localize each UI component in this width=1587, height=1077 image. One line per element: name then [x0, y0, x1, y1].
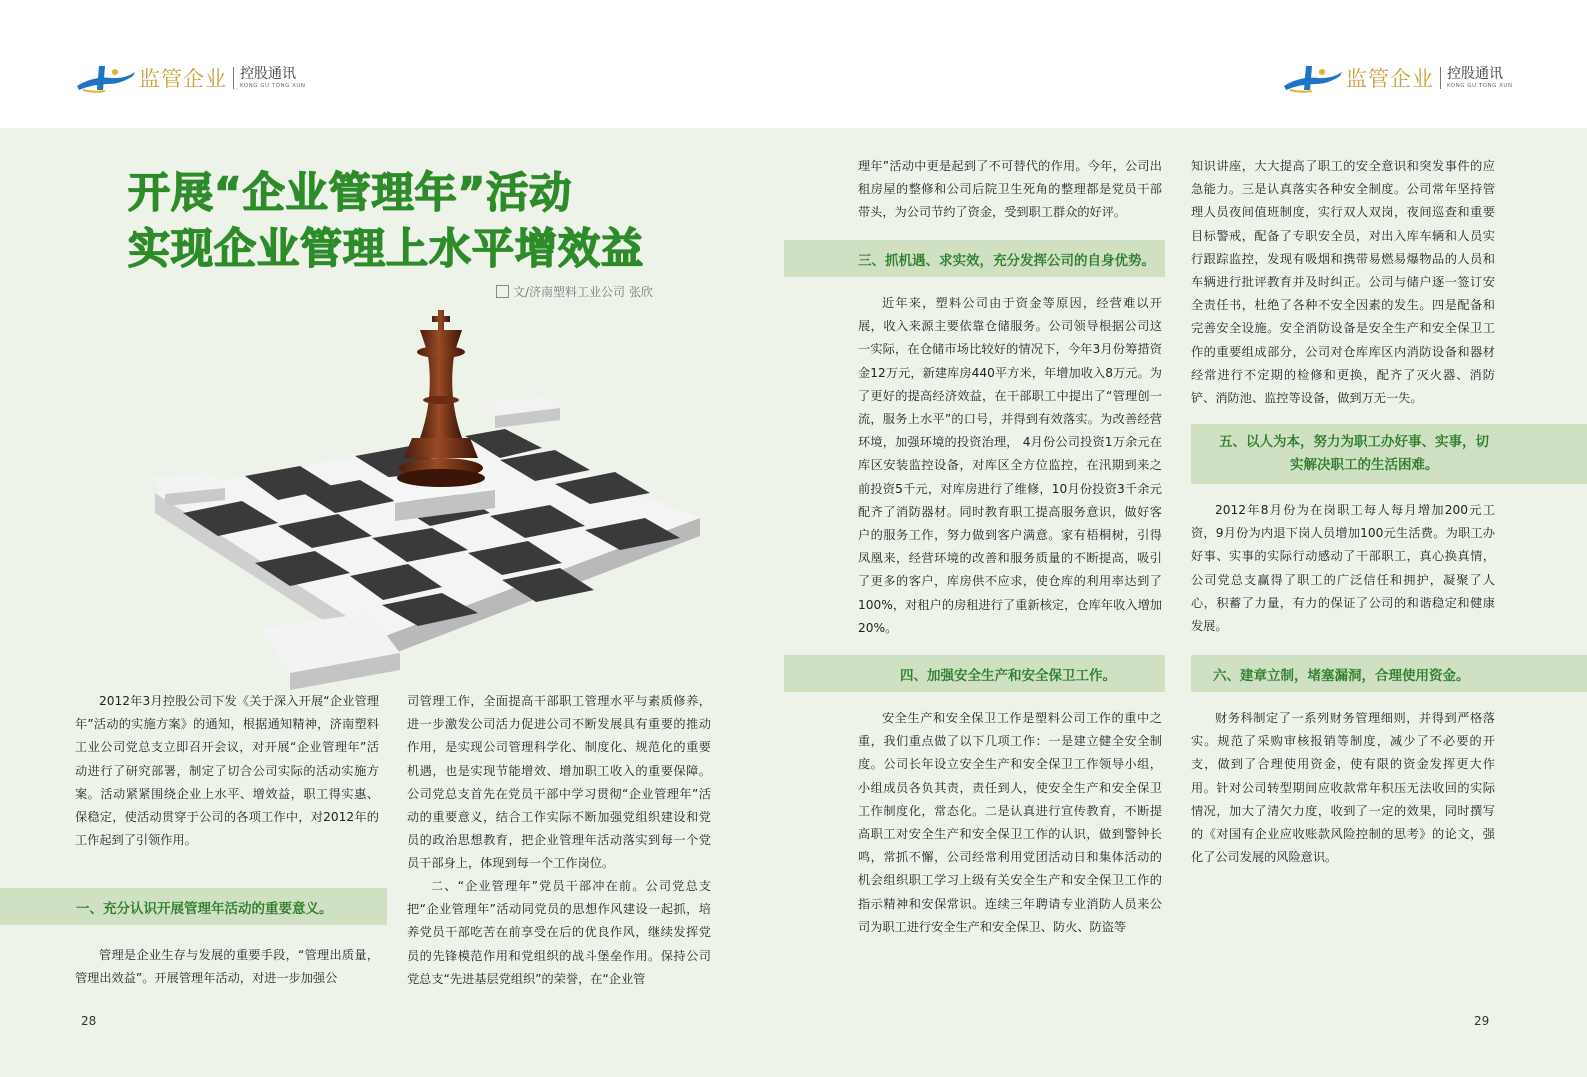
article-title-line1: 开展“企业管理年”活动: [128, 168, 573, 217]
col2-paragraph-2: 二、“企业管理年”党员干部冲在前。公司党总支把“企业管理年”活动同党员的思想作风建设一起抓，培养党员干部吃苦在前享受在后的优良作风，继续发挥党员的先锋模范作用和党组织的战斗堡垒作用。保持公司党总支“先进基层党组织”的荣誉，在“企业管: [407, 879, 711, 986]
magazine-logo-right: [1282, 58, 1513, 98]
section-heading-bar: [1191, 424, 1587, 484]
logo-sub-en: KONG GU TONG XUN: [240, 83, 306, 89]
right-col2-paragraph-0: 知识讲座，大大提高了职工的安全意识和突发事件的应急能力。三是认真落实各种安全制度。公司常年坚持管理人员夜间值班制度，实行双人双岗，夜间巡查和重要目标警戒，配备了专职安全员，对出入库车辆和人员实行跟踪监控，发现有吸烟和携带易燃易爆物品的人员和车辆进行批评教育并及时纠正。公司与储户逐一签订安全责任书，杜绝了各种不安全因素的发生。四是配备和完善安全设施。安全消防设备是安全生产和安全保卫工作的重要组成部分，公司对仓库库区内消防设备和器材经常进行不定期的检修和更换，配齐了灭火器、消防铲、消防池、监控等设备，做到万无一失。: [1191, 159, 1495, 406]
byline-box-icon: [496, 285, 509, 298]
section-heading-bar: [784, 240, 1165, 277]
col2-paragraph-1: 司管理工作，全面提高干部职工管理水平与素质修养，进一步激发公司活力促进公司不断发展具有重要的推动作用，是实现公司管理科学化、制度化、规范化的重要机遇，也是实现节能增效、增加职工收入的重要保障。公司党总支首先在党员干部中学习贯彻“企业管理年”活动的重要意义，结合工作实际不断加强党组织建设和党员的政治思想教育，把企业管理年活动落实到每一个党员干部身上，体现到每一个工作岗位。: [407, 694, 711, 871]
logo-sub-en: KONG GU TONG XUN: [1447, 83, 1513, 89]
section-heading-1: 一、充分认识开展管理年活动的重要意义。: [76, 900, 333, 917]
logo-mark-icon: [75, 60, 137, 96]
section4-paragraph: 安全生产和安全保卫工作是塑料公司工作的重中之重，我们重点做了以下几项工作：一是建立健全安全制度。公司长年设立安全生产和安全保卫工作领导小组，小组成员各负其责，责任到人，使安全生产和安全保卫工作制度化，常态化。二是认真进行宣传教育，不断提高职工对安全生产和安全保卫工作的认识，做到警钟长鸣，常抓不懈，公司经常利用党团活动日和集体活动的机会组织职工学习上级有关安全生产和安全保卫工作的指示精神和安保常识。连续三年聘请专业消防人员来公司为职工进行安全生产和安全保卫、防火、防盗等: [858, 711, 1162, 934]
section-heading-bar: [784, 655, 1165, 692]
section-heading-bar: [1191, 655, 1587, 692]
right-col1-paragraph-0: 理年”活动中更是起到了不可替代的作用。今年，公司出租房屋的整修和公司后院卫生死角的整理都是党员干部带头，为公司节约了资金，受到职工群众的好评。: [858, 159, 1162, 220]
section-heading-3: 三、抓机遇、求实效，充分发挥公司的自身优势。: [858, 252, 1155, 269]
logo-name: 监管企业: [139, 67, 227, 91]
logo-divider: [233, 67, 234, 89]
logo-sub-cn: 控股通讯: [1447, 66, 1503, 82]
logo-divider: [1440, 67, 1441, 89]
section6-paragraph: 财务科制定了一系列财务管理细则，并得到严格落实。规范了采购审核报销等制度，减少了不必要的开支，做到了合理使用资金，使有限的资金发挥更大作用。针对公司转型期间应收款常年积压无法收回的实际情况，加大了清欠力度，收到了一定的效果，同时撰写的《对国有企业应收账款风险控制的思考》的论文，强化了公司发展的风险意识。: [1191, 711, 1495, 865]
section-heading-5-line2: 实解决职工的生活困难。: [1290, 457, 1439, 473]
page-number-right: 29: [1474, 1014, 1490, 1028]
section1-paragraph: 管理是企业生存与发展的重要手段，“管理出质量，管理出效益”。开展管理年活动，对进一步加强公: [75, 948, 379, 986]
logo-sub-cn: 控股通讯: [240, 66, 296, 82]
chess-king-illustration: [150, 308, 710, 730]
section-heading-bar: [0, 888, 387, 925]
logo-sub: [1447, 66, 1513, 90]
page-number-left: 28: [81, 1014, 97, 1028]
logo-name: 监管企业: [1346, 67, 1434, 91]
section5-paragraph: 2012年8月份为在岗职工每人每月增加200元工资，9月份为内退下岗人员增加100元生活费。为职工办好事、实事的实际行动感动了干部职工，真心换真情，公司党总支赢得了职工的广泛信任和拥护，凝聚了人心，积蓄了力量，有力的保证了公司的和谐稳定和健康发展。: [1191, 503, 1495, 634]
logo-mark-icon: [1282, 60, 1344, 96]
section-heading-5-line1: 五、以人为本，努力为职工办好事、实事，切: [1219, 434, 1489, 450]
section3-paragraph: 近年来，塑料公司由于资金等原因，经营难以开展，收入来源主要依靠仓储服务。公司领导根据公司这一实际，在仓储市场比较好的情况下，今年3月份筹措资金12万元，新建库房440平方米，年增加收入8万元。为了更好的提高经济效益，在干部职工中提出了“管理创一流，服务上水平”的口号，并得到有效落实。为改善经营环境，加强环境的投资治理， 4月份公司投资1万余元在库区安装监控设备，对库区全方位监控，在汛期到来之前投资5千元，对库房进行了维修，10月份投资3千余元配齐了消防器材。同时教育职工提高服务意识，做好客户的服务工作，努力做到客户满意。家有梧桐树，引得凤凰来，经营环境的改善和服务质量的不断提高，吸引了更多的客户，库房供不应求，使仓库的利用率达到了100%，对租户的房租进行了重新核定，仓库年收入增加20%。: [858, 296, 1162, 635]
article-title-line2: 实现企业管理上水平增效益: [128, 224, 645, 273]
section-heading-4: 四、加强安全生产和安全保卫工作。: [900, 667, 1116, 684]
logo-sub: [240, 66, 306, 90]
byline-text: 文/济南塑料工业公司 张欣: [513, 285, 653, 299]
intro-paragraph: 2012年3月控股公司下发《关于深入开展“企业管理年”活动的实施方案》的通知，根据通知精神，济南塑料工业公司党总支立即召开会议，对开展“企业管理年”活动进行了研究部署，制定了切合公司实际的活动实施方案。活动紧紧围绕企业上水平、增效益，职工得实惠、保稳定，使活动贯穿于公司的各项工作中，对2012年的工作起到了引领作用。: [75, 694, 379, 848]
magazine-logo-left: [75, 58, 306, 98]
section-heading-6: 六、建章立制，堵塞漏洞，合理使用资金。: [1213, 667, 1470, 684]
article-byline: [496, 283, 653, 300]
